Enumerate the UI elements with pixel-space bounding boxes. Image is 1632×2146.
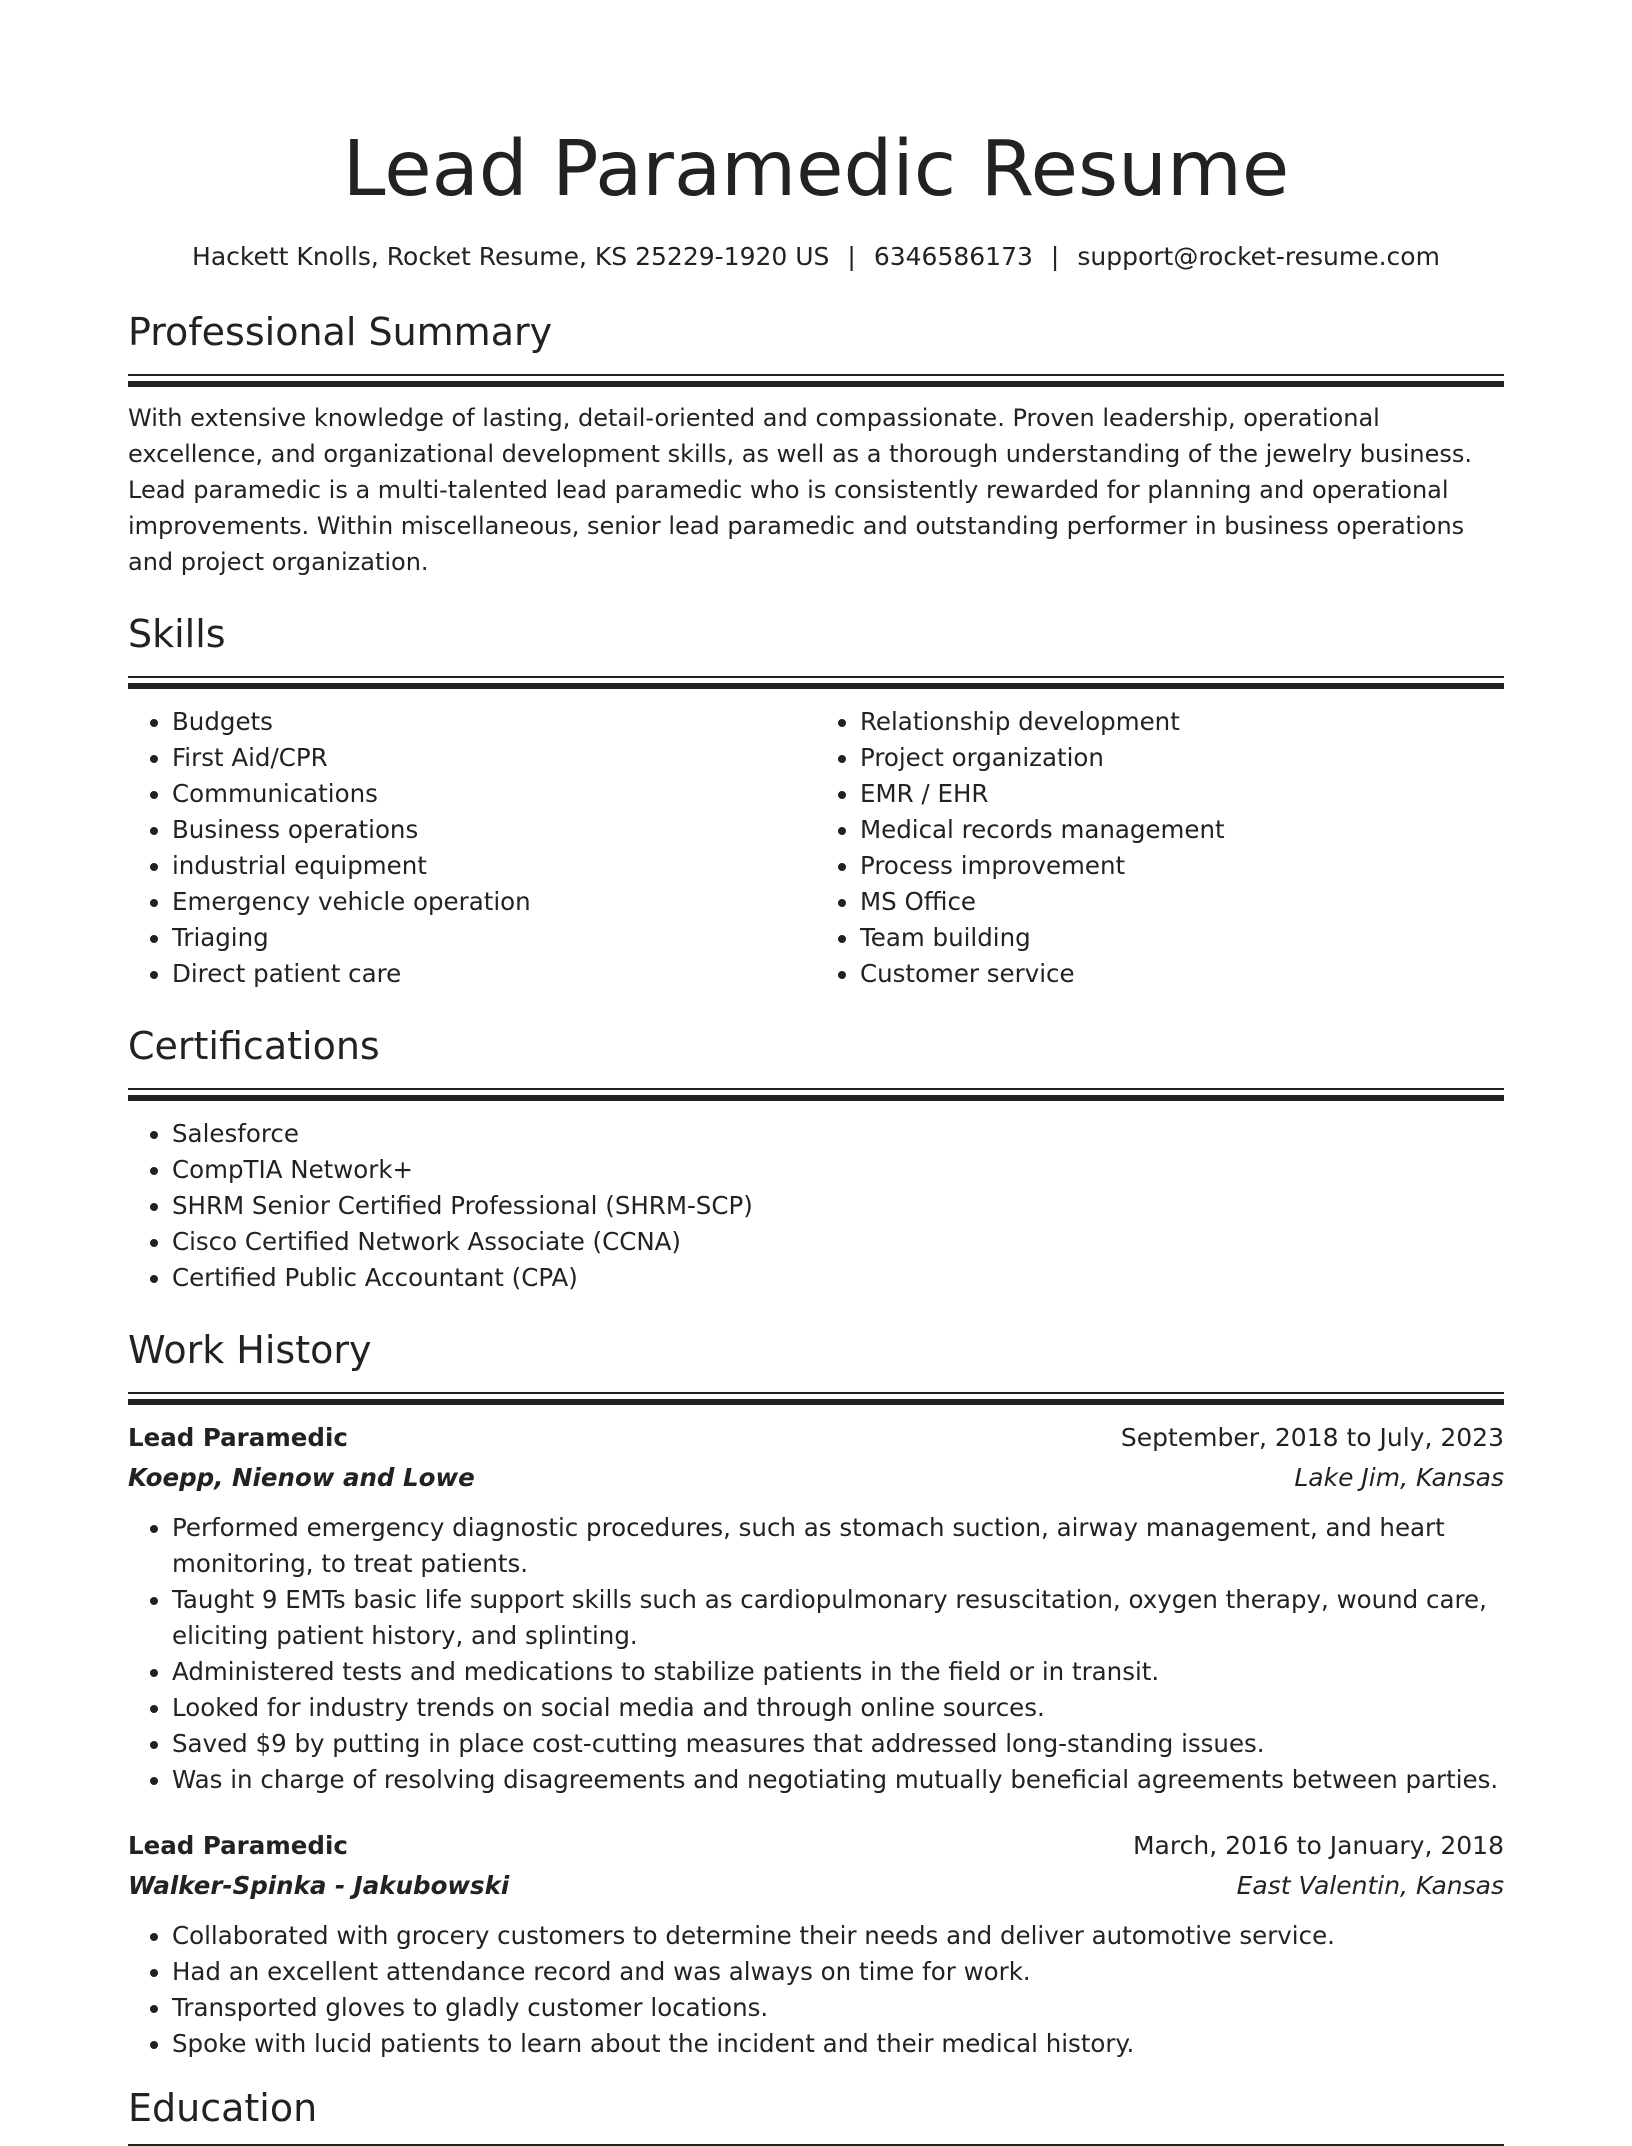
job-bullet: • Performed emergency diagnostic procedures, such as stomach suction, airway management, and heart monitoring, to treat patients. bbox=[172, 1510, 1504, 1582]
certification-item: • Certified Public Accountant (CPA) bbox=[172, 1260, 1504, 1296]
job-location: East Valentin, Kansas bbox=[1236, 1871, 1504, 1900]
skill-item: • Project organization bbox=[860, 740, 1504, 776]
skill-item: • Triaging bbox=[172, 920, 816, 956]
summary-heading: Professional Summary bbox=[128, 310, 553, 354]
section-divider bbox=[128, 374, 1504, 386]
summary-section bbox=[128, 308, 1504, 580]
job-location: Lake Jim, Kansas bbox=[1294, 1463, 1504, 1492]
skill-item: • Team building bbox=[860, 920, 1504, 956]
work-history-section bbox=[128, 1326, 1504, 2062]
job-title: Lead Paramedic bbox=[128, 1831, 348, 1860]
work-history-heading: Work History bbox=[128, 1328, 372, 1372]
education-section bbox=[128, 2084, 1504, 2146]
section-divider bbox=[128, 1392, 1504, 1404]
job-subheader bbox=[128, 1458, 1504, 1498]
certification-item: • CompTIA Network+ bbox=[172, 1152, 1504, 1188]
contact-line bbox=[128, 240, 1504, 274]
contact-separator: | bbox=[1050, 242, 1060, 271]
job-bullet: • Administered tests and medications to stabilize patients in the field or in transit. bbox=[172, 1654, 1504, 1690]
contact-email: support@rocket-resume.com bbox=[1077, 242, 1440, 271]
section-divider bbox=[128, 1088, 1504, 1100]
certifications-heading: Certifications bbox=[128, 1024, 380, 1068]
job-entry bbox=[128, 1826, 1504, 2062]
skill-item: • Emergency vehicle operation bbox=[172, 884, 816, 920]
certifications-section bbox=[128, 1022, 1504, 1296]
job-bullet: • Taught 9 EMTs basic life support skills such as cardiopulmonary resuscitation, oxygen therapy, wound care, eliciting patient history, and splinting. bbox=[172, 1582, 1504, 1654]
job-bullet: • Looked for industry trends on social media and through online sources. bbox=[172, 1690, 1504, 1726]
job-company: Walker-Spinka - Jakubowski bbox=[128, 1871, 510, 1900]
skills-right-column bbox=[816, 704, 1504, 992]
skill-item: • Budgets bbox=[172, 704, 816, 740]
skill-item: • Medical records management bbox=[860, 812, 1504, 848]
skill-item: • First Aid/CPR bbox=[172, 740, 816, 776]
job-company: Koepp, Nienow and Lowe bbox=[128, 1463, 475, 1492]
job-bullet: • Transported gloves to gladly customer locations. bbox=[172, 1990, 1504, 2026]
job-header bbox=[128, 1418, 1504, 1458]
job-bullet: • Collaborated with grocery customers to determine their needs and deliver automotive service. bbox=[172, 1918, 1504, 1954]
skills-left-column bbox=[128, 704, 816, 992]
skill-item: • Direct patient care bbox=[172, 956, 816, 992]
page-title: Lead Paramedic Resume bbox=[342, 125, 1290, 214]
skill-item: • EMR / EHR bbox=[860, 776, 1504, 812]
contact-separator: | bbox=[847, 242, 856, 271]
job-header bbox=[128, 1826, 1504, 1866]
job-bullet: • Was in charge of resolving disagreements and negotiating mutually beneficial agreements between parties. bbox=[172, 1762, 1504, 1798]
section-divider bbox=[128, 676, 1504, 688]
skills-section bbox=[128, 610, 1504, 992]
skill-item: • Process improvement bbox=[860, 848, 1504, 884]
skill-item: • MS Office bbox=[860, 884, 1504, 920]
certification-item: • SHRM Senior Certified Professional (SHRM-SCP) bbox=[172, 1188, 1504, 1224]
skill-item: • industrial equipment bbox=[172, 848, 816, 884]
job-bullet: • Saved $9 by putting in place cost-cutting measures that addressed long-standing issues. bbox=[172, 1726, 1504, 1762]
job-title: Lead Paramedic bbox=[128, 1423, 348, 1452]
certification-item: • Salesforce bbox=[172, 1116, 1504, 1152]
skills-columns bbox=[128, 704, 1504, 992]
skill-item: • Communications bbox=[172, 776, 816, 812]
job-dates: September, 2018 to July, 2023 bbox=[1120, 1423, 1504, 1452]
skill-item: • Customer service bbox=[860, 956, 1504, 992]
certification-item: • Cisco Certified Network Associate (CCNA) bbox=[172, 1224, 1504, 1260]
job-bullet: • Had an excellent attendance record and was always on time for work. bbox=[172, 1954, 1504, 1990]
contact-address: Hackett Knolls, Rocket Resume, KS 25229-1920 US bbox=[192, 242, 830, 271]
skill-item: • Relationship development bbox=[860, 704, 1504, 740]
contact-phone: 6346586173 bbox=[873, 242, 1033, 271]
education-heading: Education bbox=[128, 2086, 318, 2130]
job-subheader bbox=[128, 1866, 1504, 1906]
skills-heading: Skills bbox=[128, 612, 226, 656]
summary-text: With extensive knowledge of lasting, detail-oriented and compassionate. Proven leadership, operational excellence, and organizational development skills, as well as a thorough understanding of the jewelry business. Lead paramedic is a multi-talented lead paramedic who is consistently rewarded for planning and operational improvements. Within miscellaneous, senior lead paramedic and outstanding performer in business operations and project organization. bbox=[128, 404, 1473, 576]
skill-item: • Business operations bbox=[172, 812, 816, 848]
job-bullet: • Spoke with lucid patients to learn about the incident and their medical history. bbox=[172, 2026, 1504, 2062]
job-entry bbox=[128, 1418, 1504, 1798]
job-dates: March, 2016 to January, 2018 bbox=[1132, 1831, 1504, 1860]
